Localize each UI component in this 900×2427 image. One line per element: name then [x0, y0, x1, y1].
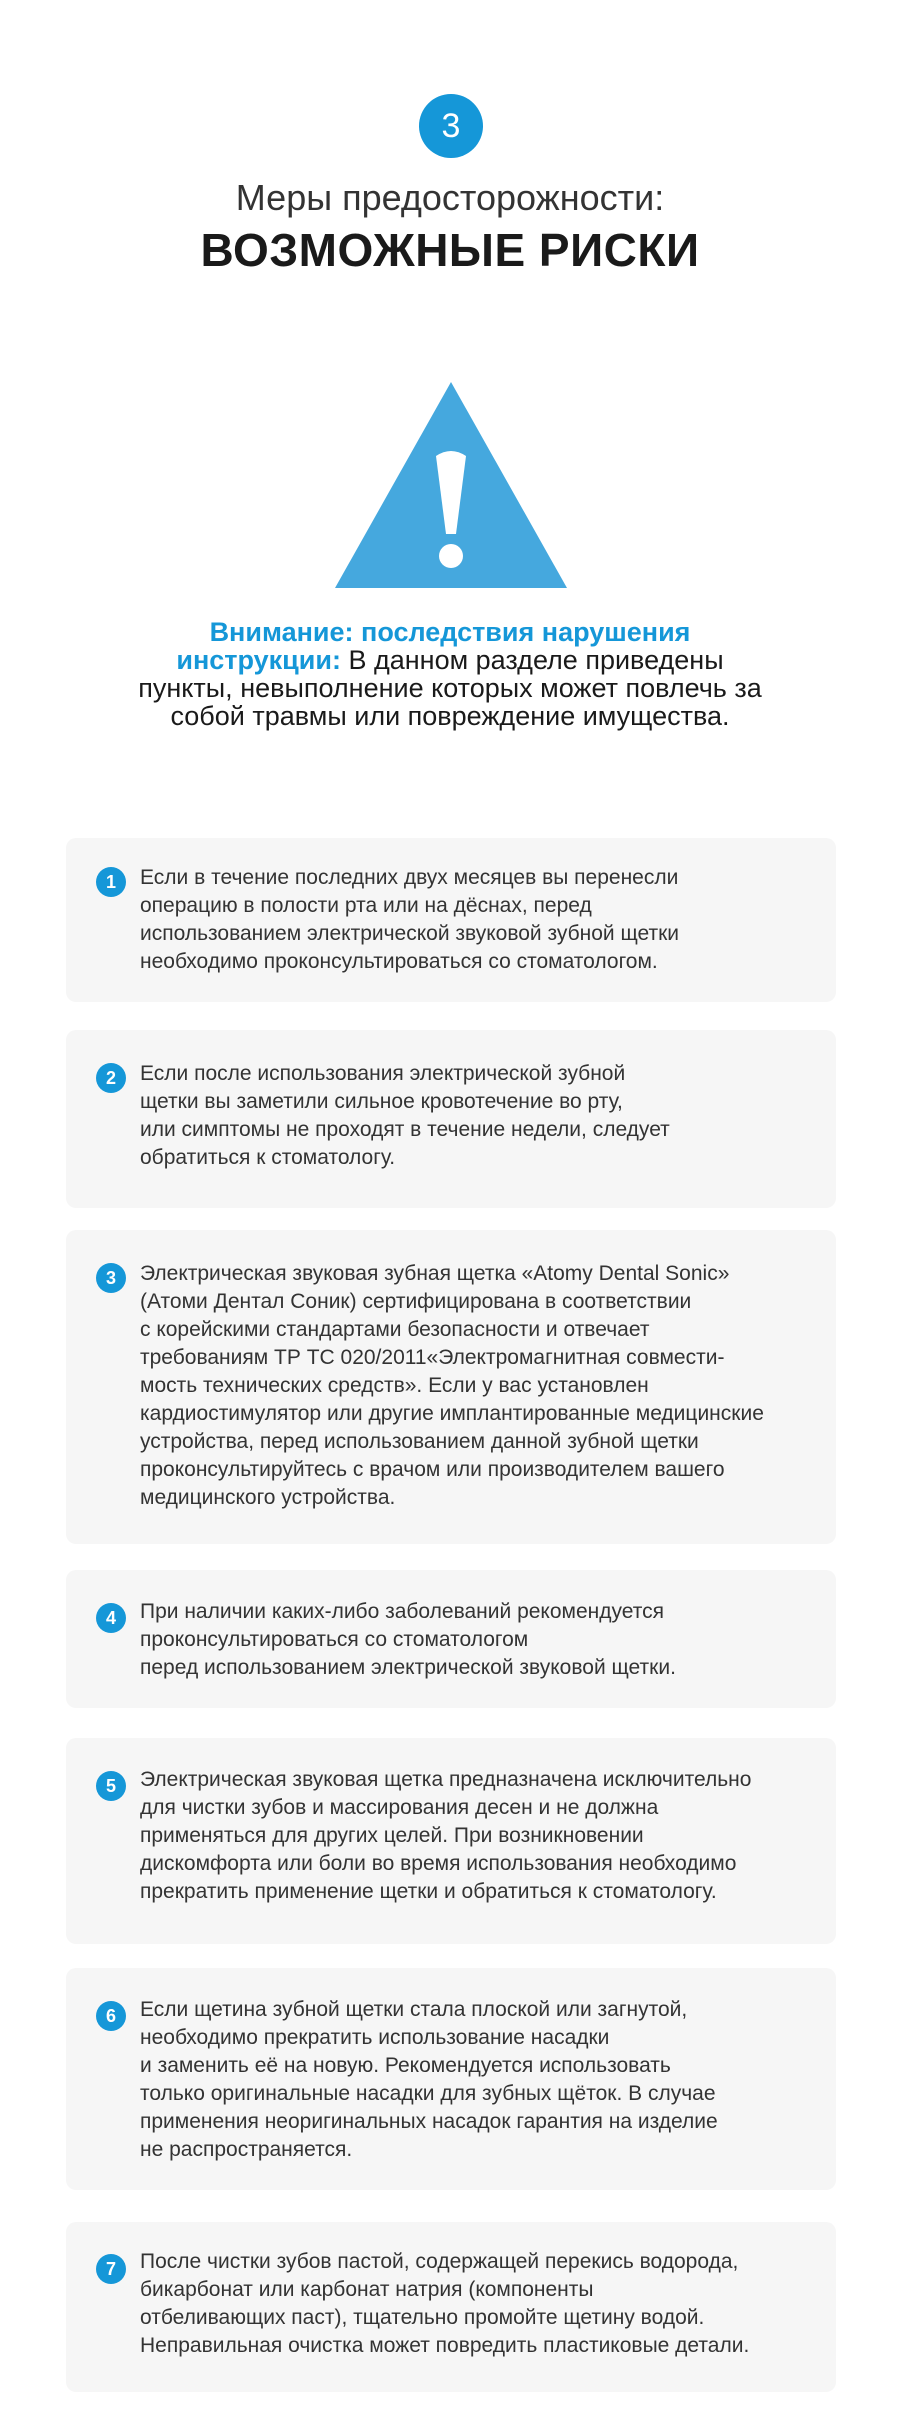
item-number-badge: 4	[96, 1603, 126, 1633]
warning-notice	[130, 618, 770, 730]
item-text: Если в течение последних двух месяцев вы перенесли операцию в полости рта или на дёснах, перед использованием электрической звуковой зубной щетки необходимо проконсультироваться со стоматологом.	[140, 866, 680, 973]
exclamation-dot	[439, 544, 463, 568]
item-text: Электрическая звуковая щетка предназначена исключительно для чистки зубов и массирования десен и не должна применяться для других целей. При возникновении дискомфорта или боли во время использования необходимо прекратить применение щетки и обратиться к стоматологу.	[140, 1768, 752, 1903]
section-subtitle: Меры предосторожности:	[235, 177, 665, 218]
step-number-badge: 3	[419, 94, 483, 158]
risk-item-4	[66, 1570, 836, 1708]
item-number-badge: 2	[96, 1063, 126, 1093]
item-number-badge: 1	[96, 867, 126, 897]
item-number-badge: 6	[96, 2001, 126, 2031]
risk-item-7	[66, 2222, 836, 2392]
warning-notice-body: В данном разделе приведены пункты, невыполнение которых может повлечь за собой травмы или повреждение имущества.	[138, 645, 762, 731]
item-text: Если после использования электрической зубной щетки вы заметили сильное кровотечение во рту, или симптомы не проходят в течение недели, следует обратиться к стоматологу.	[140, 1062, 670, 1169]
risk-item-3	[66, 1230, 836, 1544]
page-title: ВОЗМОЖНЫЕ РИСКИ	[200, 224, 700, 276]
item-number-badge: 7	[96, 2254, 126, 2284]
warning-triangle-icon	[335, 382, 567, 588]
item-text: Если щетина зубной щетки стала плоской или загнутой, необходимо прекратить использование насадки и заменить её на новую. Рекомендуется использовать только оригинальные насадки для зубных щёток. В случае применения неоригинальных насадок гарантия на изделие не распространяется.	[140, 1998, 718, 2161]
item-text: Электрическая звуковая зубная щетка «Atomy Dental Sonic» (Атоми Дентал Соник) сертифицирована в соответствии с корейскими стандартами безопасности и отвечает требованиям ТР ТС 020/2011«Электромагнитная совмести- мость технических средств». Если у вас установлен кардиостимулятор или другие имплантированные медицинские устройства, перед использованием данной зубной щетки проконсультируйтесь с врачом или производителем вашего медицинского устройства.	[140, 1262, 764, 1509]
risk-item-2	[66, 1030, 836, 1208]
item-number-badge: 3	[96, 1263, 126, 1293]
item-text: При наличии каких-либо заболеваний рекомендуется проконсультироваться со стоматологом перед использованием электрической звуковой щетки.	[140, 1600, 676, 1679]
risk-item-5	[66, 1738, 836, 1944]
warning-notice-lead: Внимание: последствия нарушения инструкции:	[176, 617, 691, 675]
item-text: После чистки зубов пастой, содержащей перекись водорода, бикарбонат или карбонат натрия (компоненты отбеливающих паст), тщательно промойте щетину водой. Неправильная очистка может повредить пластиковые детали.	[140, 2250, 750, 2357]
risk-item-1	[66, 838, 836, 1002]
risk-item-6	[66, 1968, 836, 2190]
item-number-badge: 5	[96, 1771, 126, 1801]
